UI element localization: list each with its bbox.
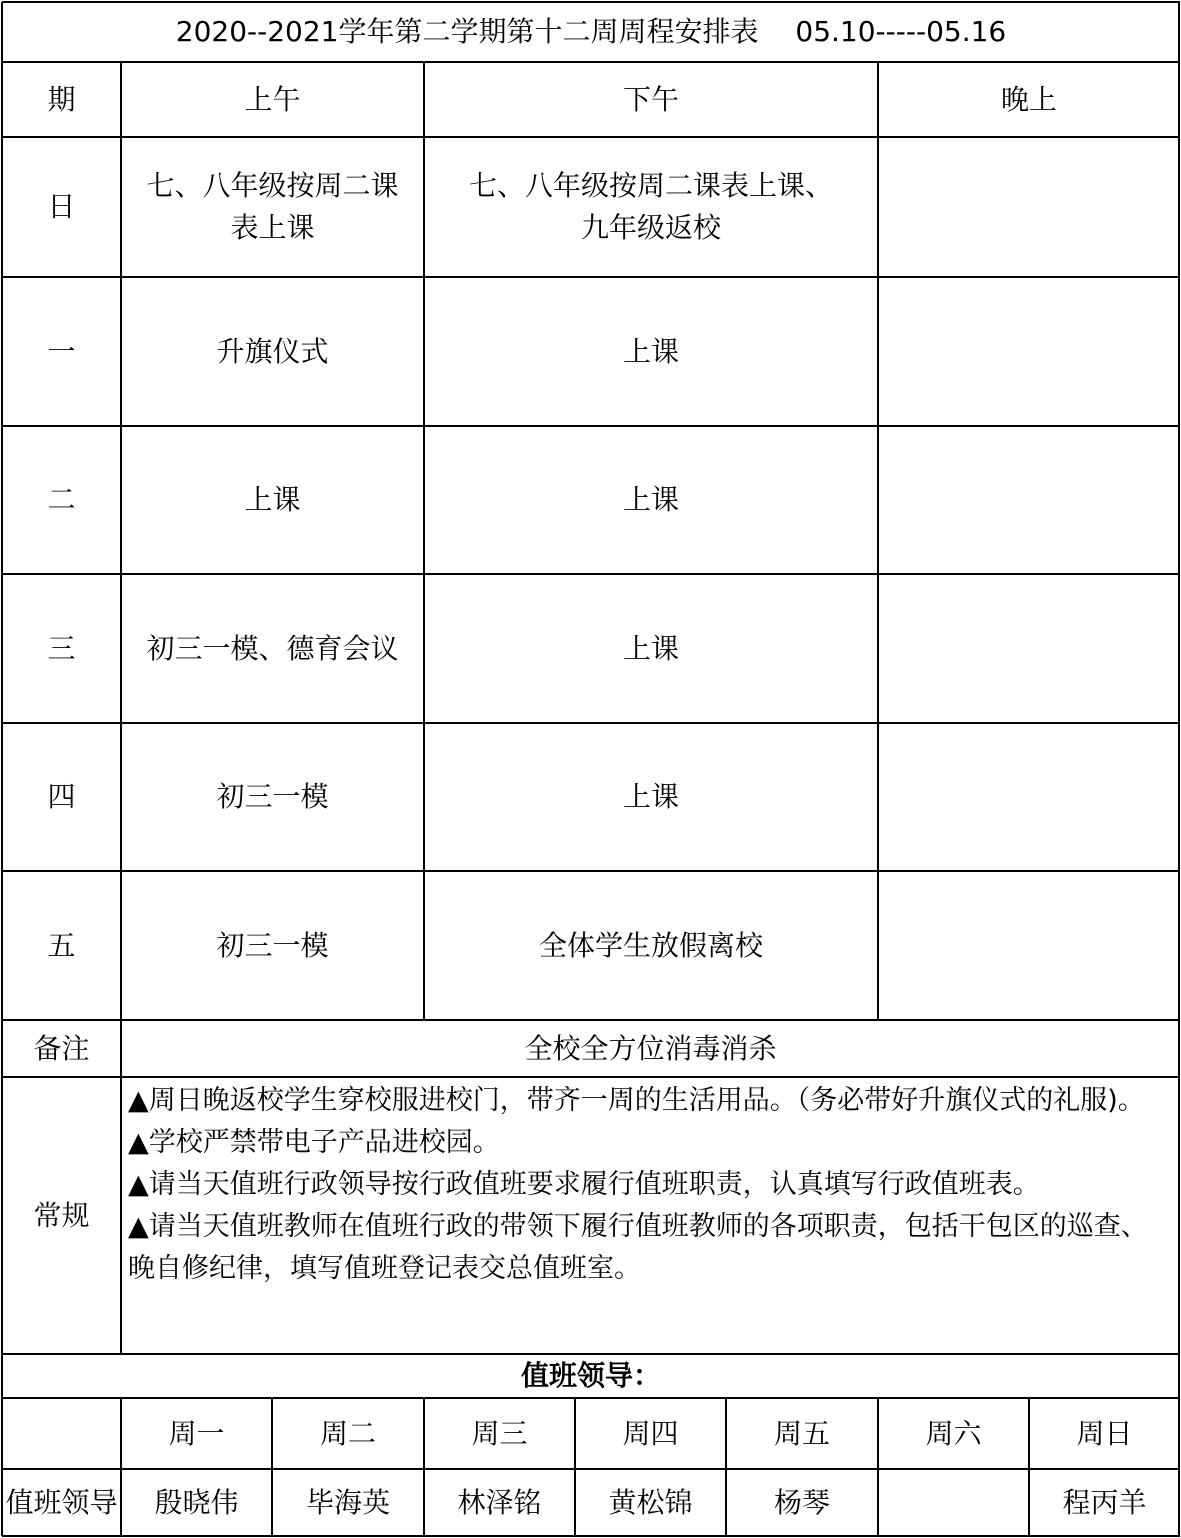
routine-label: 常规 bbox=[33, 1198, 90, 1232]
duty-leader: 程丙羊 bbox=[1062, 1485, 1147, 1519]
pm-activity: 七、八年级按周二课表上课、 九年级返校 bbox=[468, 169, 833, 244]
day-label: 四 bbox=[47, 780, 76, 813]
pm-activity: 上课 bbox=[622, 631, 679, 665]
duty-leader: 杨琴 bbox=[773, 1485, 830, 1519]
pm-activity: 上课 bbox=[622, 334, 679, 368]
duty-leader bbox=[878, 1469, 1029, 1536]
routine-notes bbox=[124, 1080, 1174, 1350]
day-label: 五 bbox=[47, 928, 76, 962]
header-evening: 晚上 bbox=[1000, 82, 1057, 116]
duty-leader: 殷晓伟 bbox=[154, 1485, 239, 1519]
header-am: 上午 bbox=[244, 82, 301, 116]
routine-item: ▲请当天值班行政领导按行政值班要求履行值班职责，认真填写行政值班表。 bbox=[128, 1169, 1040, 1200]
duty-weekday: 周二 bbox=[319, 1416, 376, 1450]
day-label: 一 bbox=[47, 334, 76, 368]
header-pm: 下午 bbox=[622, 82, 679, 116]
duty-weekday: 周四 bbox=[622, 1416, 679, 1450]
day-label: 三 bbox=[47, 631, 76, 665]
page-title: 2020--2021学年第二学期第十二周周程安排表 05.10-----05.16 bbox=[175, 15, 1007, 48]
duty-leader: 黄松锦 bbox=[608, 1485, 693, 1519]
pm-activity: 上课 bbox=[622, 483, 679, 516]
am-activity: 初三一模、德育会议 bbox=[146, 631, 399, 665]
evening-activity bbox=[878, 871, 1180, 1020]
duty-row-label: 值班领导 bbox=[5, 1485, 118, 1519]
am-activity: 升旗仪式 bbox=[216, 334, 329, 368]
duty-leader: 毕海英 bbox=[305, 1485, 390, 1519]
duty-weekday: 周六 bbox=[925, 1416, 982, 1450]
duty-heading: 值班领导： bbox=[520, 1359, 661, 1392]
am-activity: 七、八年级按周二课 表上课 bbox=[146, 169, 399, 244]
evening-activity bbox=[878, 426, 1180, 574]
duty-weekday: 周日 bbox=[1076, 1416, 1133, 1450]
pm-activity: 上课 bbox=[622, 780, 679, 813]
remarks-text: 全校全方位消毒消杀 bbox=[524, 1031, 777, 1065]
evening-activity bbox=[878, 137, 1180, 277]
evening-activity bbox=[878, 723, 1180, 871]
evening-activity bbox=[878, 574, 1180, 723]
pm-activity: 全体学生放假离校 bbox=[538, 928, 763, 962]
am-activity: 初三一模 bbox=[216, 780, 329, 813]
am-activity: 上课 bbox=[244, 483, 301, 516]
day-label: 二 bbox=[47, 483, 76, 516]
routine-item: ▲学校严禁带电子产品进校园。 bbox=[128, 1127, 500, 1158]
remarks-label: 备注 bbox=[33, 1031, 90, 1065]
duty-weekday: 周五 bbox=[773, 1416, 830, 1450]
header-period: 期 bbox=[47, 82, 76, 116]
am-activity: 初三一模 bbox=[216, 928, 329, 962]
evening-activity bbox=[878, 277, 1180, 426]
routine-item: ▲周日晚返校学生穿校服进校门，带齐一周的生活用品。（务必带好升旗仪式的礼服)。 bbox=[128, 1085, 1145, 1116]
day-label: 日 bbox=[47, 190, 76, 223]
routine-item: ▲请当天值班教师在值班行政的带领下履行值班教师的各项职责，包括干包区的巡查、晚自修纪律，填写值班登记表交总值班室。 bbox=[128, 1211, 1148, 1284]
duty-leader: 林泽铭 bbox=[457, 1485, 542, 1519]
duty-weekday: 周三 bbox=[471, 1416, 528, 1450]
duty-weekday: 周一 bbox=[168, 1416, 225, 1450]
